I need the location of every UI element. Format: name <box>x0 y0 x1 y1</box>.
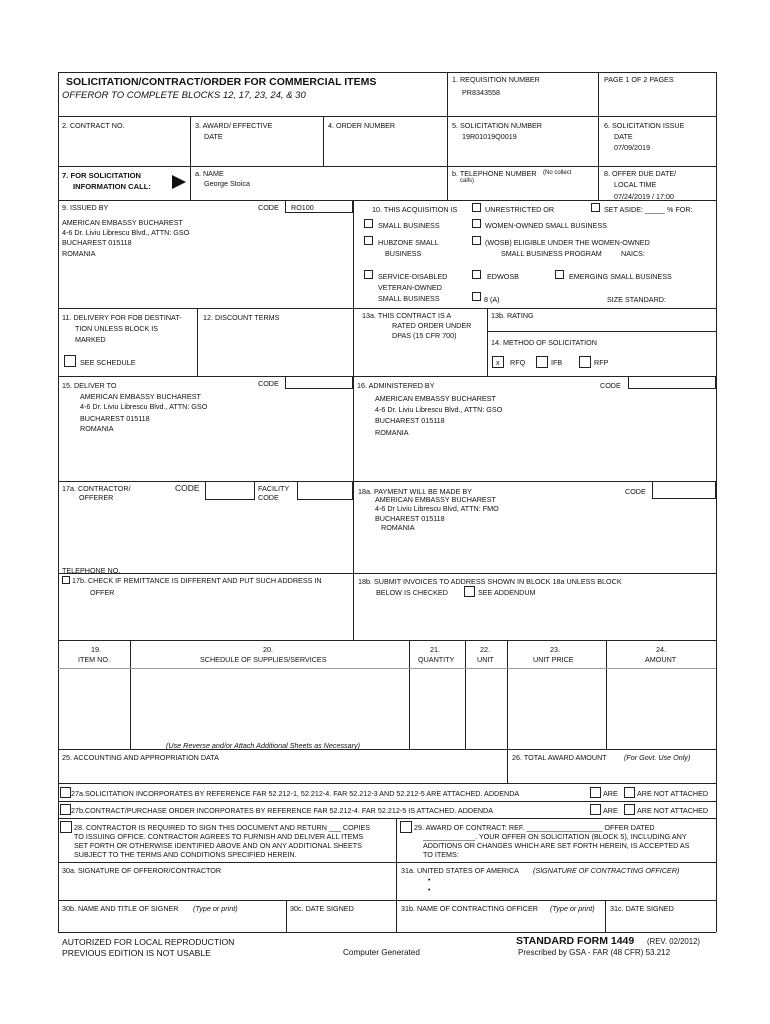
footer-form-rev: (REV. 02/2012) <box>647 937 701 946</box>
dpas-label: 13a. THIS CONTRACT IS A <box>362 311 452 320</box>
issued-by-code-label: CODE <box>258 203 279 212</box>
29-text: 29. AWARD OF CONTRACT: REF. ___________________ OFFER DATED <box>414 823 655 832</box>
acquisition-label: 10. THIS ACQUISITION IS <box>372 205 458 214</box>
27b-are-checkbox[interactable] <box>590 804 601 815</box>
eight-a-label: 8 (A) <box>484 295 500 304</box>
hubzone-checkbox[interactable] <box>364 236 373 245</box>
27a-text: 27a.SOLICITATION INCORPORATES BY REFERENCE FAR 52.212-1, 52.212-4. FAR 52.212-3 AND 52.212-5 ARE ATTACHED. ADDENDA <box>71 789 520 798</box>
sdvosb-checkbox[interactable] <box>364 270 373 279</box>
27a-are-not-checkbox[interactable] <box>624 787 635 798</box>
set-aside-label: SET ASIDE: _____ % FOR: <box>604 205 693 214</box>
27b-checkbox[interactable] <box>60 804 71 815</box>
col-unit-price-label: UNIT PRICE <box>533 655 574 664</box>
signature-bullet: • <box>428 875 431 884</box>
award-date-label-2: DATE <box>204 132 223 141</box>
signature-bullet: • <box>428 885 431 894</box>
edwosb-checkbox[interactable] <box>472 270 481 279</box>
29-text: ADDITIONS OR CHANGES WHICH ARE SET FORTH HEREIN, IS ACCEPTED AS <box>423 841 690 850</box>
see-addendum-checkbox[interactable] <box>464 586 475 597</box>
see-schedule-label: SEE SCHEDULE <box>80 358 136 367</box>
deliver-to-line: ROMANIA <box>80 424 114 433</box>
offer-due-label: 8. OFFER DUE DATE/ <box>604 169 677 178</box>
col-quantity: 21. <box>430 645 440 654</box>
offer-due-label-2: LOCAL TIME <box>614 180 657 189</box>
officer-name-label: 31b. NAME OF CONTRACTING OFFICER <box>401 904 538 913</box>
page-count: PAGE 1 OF 2 PAGES <box>604 75 674 84</box>
issued-by-line: 4-6 Dr. Liviu Librescu Blvd., ATTN: GSO <box>62 228 190 237</box>
issue-date-label: 6. SOLICITATION ISSUE <box>604 121 685 130</box>
issued-by-line: ROMANIA <box>62 249 96 258</box>
sdvosb-label-2: VETERAN-OWNED <box>378 283 442 292</box>
col-unit-label: UNIT <box>477 655 494 664</box>
contractor-code-box[interactable] <box>205 481 255 500</box>
hubzone-label-2: BUSINESS <box>385 249 422 258</box>
telephone-label: b. TELEPHONE NUMBER <box>452 169 537 178</box>
col-quantity-label: QUANTITY <box>418 655 455 664</box>
facility-code-label: FACILITY <box>258 484 290 493</box>
deliver-to-code-label: CODE <box>258 379 279 388</box>
footer-form-title: STANDARD FORM 1449 <box>516 935 635 947</box>
requisition-label: 1. REQUISITION NUMBER <box>452 75 540 84</box>
wosb-eligible-checkbox[interactable] <box>472 236 481 245</box>
29-checkbox[interactable] <box>400 821 412 833</box>
arrow-right-icon <box>172 175 186 189</box>
set-aside-checkbox[interactable] <box>591 203 600 212</box>
wosb-eligible-label-2: SMALL BUSINESS PROGRAM <box>501 249 602 258</box>
wosb-checkbox[interactable] <box>472 219 481 228</box>
officer-date-label: 31c. DATE SIGNED <box>610 904 674 913</box>
wosb-label: WOMEN-OWNED SMALL BUSINESS <box>485 221 607 230</box>
27a-are-checkbox[interactable] <box>590 787 601 798</box>
issued-by-code-value: RO100 <box>291 203 314 212</box>
administered-by-line: BUCHAREST 015118 <box>375 416 445 425</box>
signer-name-label: 30b. NAME AND TITLE OF SIGNER <box>62 904 179 913</box>
28-checkbox[interactable] <box>60 821 72 833</box>
payment-by-line: ROMANIA <box>381 523 415 532</box>
usa-signature-note: (SIGNATURE OF CONTRACTING OFFICER) <box>533 866 680 875</box>
contact-name-value[interactable]: George Stoica <box>204 179 250 188</box>
contractor-code-label: CODE <box>175 483 200 493</box>
rfp-checkbox[interactable] <box>579 356 591 368</box>
offeror-date-label: 30c. DATE SIGNED <box>290 904 354 913</box>
see-addendum-label: SEE ADDENDUM <box>478 588 536 597</box>
payment-by-label: 18a. PAYMENT WILL BE MADE BY <box>358 487 472 496</box>
remittance-label: 17b. CHECK IF REMITTANCE IS DIFFERENT AND PUT SUCH ADDRESS IN <box>72 576 322 585</box>
usa-signature-label: 31a. UNITED STATES OF AMERICA <box>401 866 519 875</box>
award-date-label: 3. AWARD/ EFFECTIVE <box>195 121 273 130</box>
eight-a-checkbox[interactable] <box>472 292 481 301</box>
see-schedule-checkbox[interactable] <box>64 355 76 367</box>
contractor-label: 17a. CONTRACTOR/ <box>62 484 131 493</box>
wosb-eligible-label: (WOSB) ELIGIBLE UNDER THE WOMEN-OWNED <box>485 238 650 247</box>
form-subtitle: OFFEROR TO COMPLETE BLOCKS 12, 17, 23, 24, & 30 <box>62 90 306 101</box>
discount-terms-label: 12. DISCOUNT TERMS <box>203 313 280 322</box>
hubzone-label: HUBZONE SMALL <box>378 238 439 247</box>
schedule-note: (Use Reverse and/or Attach Additional Sheets as Necessary) <box>166 741 361 750</box>
col-schedule: 20. <box>263 645 273 654</box>
offeror-signature-label: 30a. SIGNATURE OF OFFEROR/CONTRACTOR <box>62 866 222 875</box>
administered-by-label: 16. ADMINISTERED BY <box>357 381 435 390</box>
deliver-to-line: AMERICAN EMBASSY BUCHAREST <box>80 392 201 401</box>
rating-label: 13b. RATING <box>491 311 534 320</box>
28-text: SET FORTH OR OTHERWISE IDENTIFIED ABOVE AND ON ANY ADDITIONAL SHEETS <box>74 841 362 850</box>
footer-previous-edition: PREVIOUS EDITION IS NOT USABLE <box>62 948 211 958</box>
rfp-label: RFP <box>594 358 609 367</box>
total-award-label: 26. TOTAL AWARD AMOUNT <box>512 753 607 762</box>
rfq-mark: x <box>496 358 500 367</box>
invoice-label-2: BELOW IS CHECKED <box>376 588 448 597</box>
requisition-value[interactable]: PR8343558 <box>462 88 500 97</box>
issue-date-value[interactable]: 07/09/2019 <box>614 143 650 152</box>
size-standard-label: SIZE STANDARD: <box>607 295 666 304</box>
rfq-label: RFQ <box>510 358 526 367</box>
total-award-note: (For Govt. Use Only) <box>624 753 691 762</box>
unrestricted-label: UNRESTRICTED OR <box>485 205 555 214</box>
telephone-note-2: calls) <box>460 178 475 184</box>
footer-computer-generated: Computer Generated <box>343 948 420 957</box>
col-unit: 22. <box>480 645 490 654</box>
administered-by-code-label: CODE <box>600 381 621 390</box>
small-business-checkbox[interactable] <box>364 219 373 228</box>
sdvosb-label: SERVICE-DISABLED <box>378 272 448 281</box>
solicitation-info-label-2: INFORMATION CALL: <box>73 182 151 191</box>
deliver-to-line: 4-6 Dr. Liviu Librescu Blvd., ATTN: GSO <box>80 402 208 411</box>
payment-by-line: 4-6 Dr Liviu Librescu Blvd, ATTN: FMO <box>375 504 499 513</box>
contact-name-label: a. NAME <box>195 169 224 178</box>
27a-checkbox[interactable] <box>60 787 71 798</box>
deliver-to-code-box[interactable] <box>285 376 353 389</box>
contract-no-label: 2. CONTRACT NO. <box>62 121 125 130</box>
29-text: _____________. YOUR OFFER ON SOLICITATION (BLOCK 5), INCLUDING ANY <box>423 832 687 841</box>
facility-code-box[interactable] <box>297 481 353 500</box>
administered-by-code-box[interactable] <box>628 376 716 389</box>
payment-code-label: CODE <box>625 487 646 496</box>
unrestricted-checkbox[interactable] <box>472 203 481 212</box>
issued-by-line: AMERICAN EMBASSY BUCHAREST <box>62 218 183 227</box>
offer-due-value[interactable]: 07/24/2019 / 17:00 <box>614 192 674 201</box>
dpas-label: RATED ORDER UNDER <box>392 321 472 330</box>
form-title: SOLICITATION/CONTRACT/ORDER FOR COMMERCIAL ITEMS <box>66 76 377 88</box>
delivery-fob-label: TION UNLESS BLOCK IS <box>75 324 159 333</box>
27b-are-label: ARE <box>603 806 618 815</box>
col-item-no-label: ITEM NO. <box>78 655 110 664</box>
telephone-no-label: TELEPHONE NO. <box>62 566 121 575</box>
dpas-label: DPAS (15 CFR 700) <box>392 331 457 340</box>
28-text: SUBJECT TO THE TERMS AND CONDITIONS SPECIFIED HEREIN. <box>74 850 297 859</box>
contractor-label-2: OFFERER <box>79 493 114 502</box>
solicitation-number-value[interactable]: 19R01019Q0019 <box>462 132 517 141</box>
27b-are-not-label: ARE NOT ATTACHED <box>637 806 709 815</box>
deliver-to-line: BUCHAREST 015118 <box>80 414 150 423</box>
27b-are-not-checkbox[interactable] <box>624 804 635 815</box>
accounting-label: 25. ACCOUNTING AND APPROPRIATION DATA <box>62 753 219 762</box>
payment-by-line: BUCHAREST 015118 <box>375 514 445 523</box>
footer-prescribed: Prescribed by GSA - FAR (48 CFR) 53.212 <box>518 948 671 957</box>
29-text: TO ITEMS: <box>423 850 459 859</box>
col-amount-label: AMOUNT <box>645 655 677 664</box>
order-number-label: 4. ORDER NUMBER <box>328 121 396 130</box>
deliver-to-label: 15. DELIVER TO <box>62 381 117 390</box>
solicitation-number-label: 5. SOLICITATION NUMBER <box>452 121 542 130</box>
footer-reproduction: AUTORIZED FOR LOCAL REPRODUCTION <box>62 937 235 947</box>
27a-are-label: ARE <box>603 789 618 798</box>
remittance-label-2: OFFER <box>90 588 115 597</box>
edwosb-label: EDWOSB <box>487 272 519 281</box>
issued-by-line: BUCHAREST 015118 <box>62 238 132 247</box>
27b-text: 27b.CONTRACT/PURCHASE ORDER INCORPORATES BY REFERENCE FAR 52.212-4. FAR 52.212-5 IS ATTACHED. ADDENDA <box>71 806 494 815</box>
schedule-header-divider <box>58 668 716 669</box>
payment-by-line: AMERICAN EMBASSY BUCHAREST <box>375 495 496 504</box>
col-unit-price: 23. <box>550 645 560 654</box>
naics-label: NAICS: <box>621 249 645 258</box>
issue-date-label-2: DATE <box>614 132 633 141</box>
facility-code-label-2: CODE <box>258 493 279 502</box>
method-label: 14. METHOD OF SOLICITATION <box>491 338 597 347</box>
sdvosb-label-3: SMALL BUSINESS <box>378 294 440 303</box>
administered-by-line: 4-6 Dr. Liviu Librescu Blvd., ATTN: GSO <box>375 405 503 414</box>
delivery-fob-label: 11. DELIVERY FOR FOB DESTINAT- <box>62 313 182 322</box>
issued-by-label: 9. ISSUED BY <box>62 203 109 212</box>
solicitation-info-label: 7. FOR SOLICITATION <box>62 171 142 180</box>
col-schedule-label: SCHEDULE OF SUPPLIES/SERVICES <box>200 655 327 664</box>
telephone-note: (No collect <box>543 170 572 176</box>
invoice-label: 18b. SUBMIT INVOICES TO ADDRESS SHOWN IN BLOCK 18a UNLESS BLOCK <box>358 577 622 586</box>
payment-code-box[interactable] <box>652 481 716 499</box>
ifb-label: IFB <box>551 358 563 367</box>
officer-name-note: (Type or print) <box>550 904 595 913</box>
small-business-label: SMALL BUSINESS <box>378 221 440 230</box>
28-text: 28. CONTRACTOR IS REQUIRED TO SIGN THIS DOCUMENT AND RETURN ___ COPIES <box>74 823 371 832</box>
remittance-checkbox[interactable] <box>62 576 70 584</box>
administered-by-line: ROMANIA <box>375 428 409 437</box>
signer-name-note: (Type or print) <box>193 904 238 913</box>
administered-by-line: AMERICAN EMBASSY BUCHAREST <box>375 394 496 403</box>
col-amount: 24. <box>656 645 666 654</box>
emerging-checkbox[interactable] <box>555 270 564 279</box>
27a-are-not-label: ARE NOT ATTACHED <box>637 789 709 798</box>
delivery-fob-label: MARKED <box>75 335 106 344</box>
col-item-no: 19. <box>91 645 101 654</box>
ifb-checkbox[interactable] <box>536 356 548 368</box>
emerging-label: EMERGING SMALL BUSINESS <box>569 272 672 281</box>
28-text: TO ISSUING OFFICE. CONTRACTOR AGREES TO FURNISH AND DELIVER ALL ITEMS <box>74 832 364 841</box>
